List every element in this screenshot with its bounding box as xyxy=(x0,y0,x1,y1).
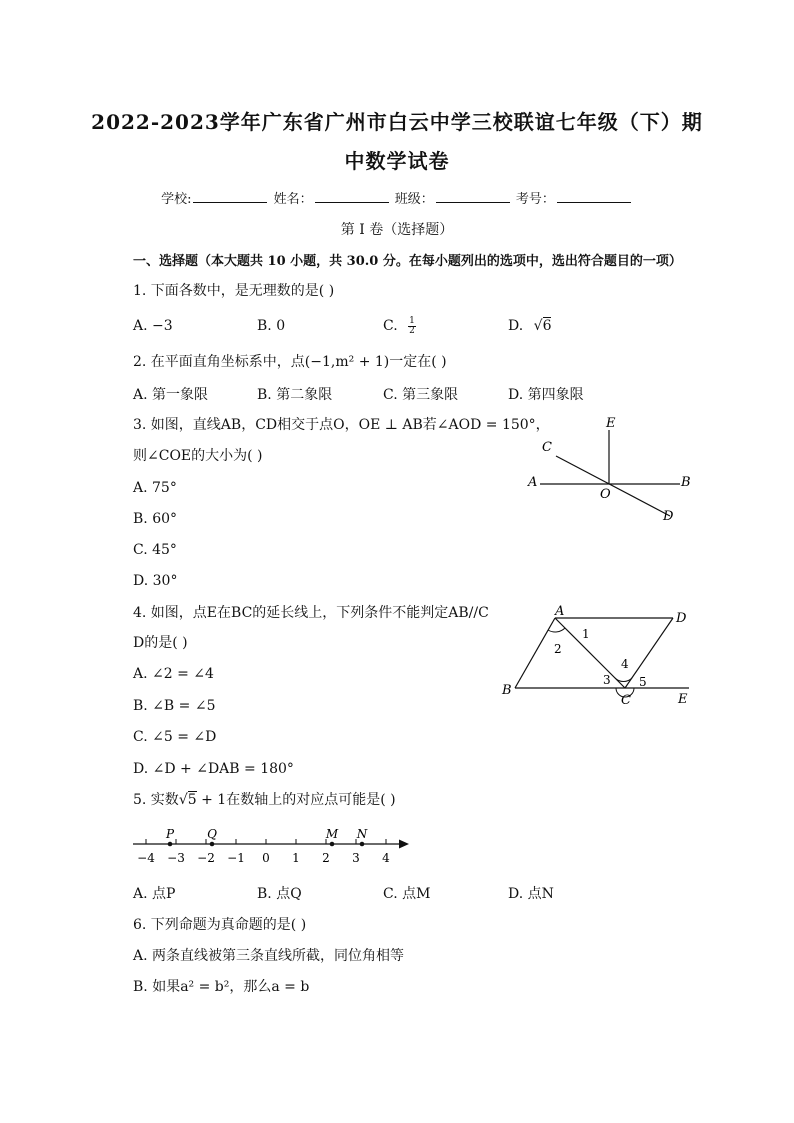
part-heading: 一、选择题（本大题共 10 小题，共 30.0 分。在每小题列出的选项中，选出符合题目的一项） xyxy=(133,254,682,269)
q2-option-c: C. 第三象限 xyxy=(383,387,459,403)
angle-label-4: 4 xyxy=(621,657,629,671)
q1-stem: 1. 下面各数中，是无理数的是( ) xyxy=(133,283,335,299)
q4-stem: 4. 如图，点E在BC的延长线上，下列条件不能判定AB//C xyxy=(133,605,489,621)
q5-stem xyxy=(133,790,396,810)
axis-arrow-icon xyxy=(399,840,409,849)
q1-option-d xyxy=(508,316,551,336)
axis-tick-label: −1 xyxy=(227,851,245,865)
q2-option-d: D. 第四象限 xyxy=(508,387,584,403)
line-cd xyxy=(556,456,670,516)
q5-stem-post: + 1在数轴上的对应点可能是( ) xyxy=(196,792,396,808)
segment-ac xyxy=(555,618,625,688)
q5-option-c: C. 点M xyxy=(383,886,431,902)
q1-option-c xyxy=(383,316,416,336)
q1-option-a: A. −3 xyxy=(133,318,173,334)
point-label-n: N xyxy=(356,827,368,841)
q4-figure xyxy=(495,600,705,712)
q3-stem: 3. 如图，直线AB，CD相交于点O，OE ⊥ AB若∠AOD = 150°， xyxy=(133,417,550,433)
school-label: 学校: xyxy=(161,192,192,207)
q6-option-b: B. 如果a² = b²，那么a = b xyxy=(133,979,310,995)
axis-tick-label: 3 xyxy=(352,851,360,865)
sqrt-sign-icon: √ xyxy=(178,792,188,808)
q1-option-c-label: C. xyxy=(383,318,398,334)
point-label-p: P xyxy=(165,827,175,841)
q6-option-a: A. 两条直线被第三条直线所截，同位角相等 xyxy=(133,948,405,964)
q4-option-b: B. ∠B = ∠5 xyxy=(133,698,216,714)
axis-tick-label: −4 xyxy=(137,851,155,865)
section-heading: 第 I 卷（选择题） xyxy=(340,222,454,238)
q3-option-c: C. 45° xyxy=(133,542,177,558)
label-d: D xyxy=(663,509,674,524)
q1-option-b: B. 0 xyxy=(257,318,286,334)
fraction-numerator: 1 xyxy=(409,315,415,326)
label-a: A xyxy=(555,604,565,619)
student-info-line xyxy=(0,188,794,207)
label-c: C xyxy=(621,693,631,708)
q3-option-b: B. 60° xyxy=(133,511,178,527)
class-blank xyxy=(436,201,510,203)
exam-no-label: 考号： xyxy=(515,192,555,207)
fraction-denominator: 2 xyxy=(409,325,415,336)
q2-option-b: B. 第二象限 xyxy=(257,387,333,403)
label-a: A xyxy=(528,475,538,490)
label-b: B xyxy=(681,475,691,490)
q6-stem: 6. 下列命题为真命题的是( ) xyxy=(133,917,307,933)
label-e: E xyxy=(678,692,688,707)
segment-dc xyxy=(625,618,673,688)
q3-option-d: D. 30° xyxy=(133,573,178,589)
name-label: 姓名： xyxy=(273,192,313,207)
label-e: E xyxy=(606,416,616,431)
axis-tick-label: 0 xyxy=(262,851,270,865)
q4-option-d: D. ∠D + ∠DAB = 180° xyxy=(133,761,294,777)
q5-option-a: A. 点P xyxy=(133,886,176,902)
axis-tick-label: −3 xyxy=(167,851,185,865)
q5-option-d: D. 点N xyxy=(508,886,554,902)
axis-tick-label: −2 xyxy=(197,851,215,865)
q4-option-c: C. ∠5 = ∠D xyxy=(133,729,217,745)
axis-tick-label: 1 xyxy=(292,851,300,865)
q5-option-b: B. 点Q xyxy=(257,886,302,902)
label-b: B xyxy=(502,683,512,698)
angle-arc-1-2 xyxy=(548,628,565,632)
angle-label-5: 5 xyxy=(639,675,647,689)
point-m xyxy=(330,842,335,847)
q5-radicand: 5 xyxy=(187,792,197,808)
sqrt-sign-icon: √ xyxy=(533,318,543,334)
angle-label-1: 1 xyxy=(582,627,590,641)
q2-stem: 2. 在平面直角坐标系中，点(−1,m² + 1)一定在( ) xyxy=(133,354,447,370)
angle-label-2: 2 xyxy=(554,642,562,656)
q3-option-a: A. 75° xyxy=(133,480,177,496)
school-blank xyxy=(193,201,267,203)
angle-label-3: 3 xyxy=(603,673,611,687)
q4-stem-continued: D的是( ) xyxy=(133,635,188,651)
exam-title-line1: 2022-2023学年广东省广州市白云中学三校联谊七年级（下）期 xyxy=(91,110,703,134)
point-label-q: Q xyxy=(207,827,217,841)
point-p xyxy=(168,842,173,847)
fraction xyxy=(408,317,416,336)
q5-stem-pre: 5. 实数 xyxy=(133,792,179,808)
q3-figure xyxy=(520,410,710,530)
label-o: O xyxy=(600,487,611,502)
point-q xyxy=(210,842,215,847)
exam-title-line2: 中数学试卷 xyxy=(344,149,450,173)
name-blank xyxy=(315,201,389,203)
axis-tick-label: 4 xyxy=(382,851,390,865)
segment-ab xyxy=(515,618,555,688)
class-label: 班级： xyxy=(394,192,434,207)
exam-no-blank xyxy=(557,201,631,203)
axis-tick-label: 2 xyxy=(322,851,330,865)
q3-stem-continued: 则∠COE的大小为( ) xyxy=(133,448,263,464)
q1-option-d-label: D. xyxy=(508,318,524,334)
q4-option-a: A. ∠2 = ∠4 xyxy=(133,666,214,682)
label-d: D xyxy=(676,611,687,626)
point-label-m: M xyxy=(325,827,339,841)
radicand: 6 xyxy=(542,318,552,334)
label-c: C xyxy=(542,440,552,455)
point-n xyxy=(360,842,365,847)
q5-number-line xyxy=(125,820,425,872)
q2-option-a: A. 第一象限 xyxy=(133,387,209,403)
